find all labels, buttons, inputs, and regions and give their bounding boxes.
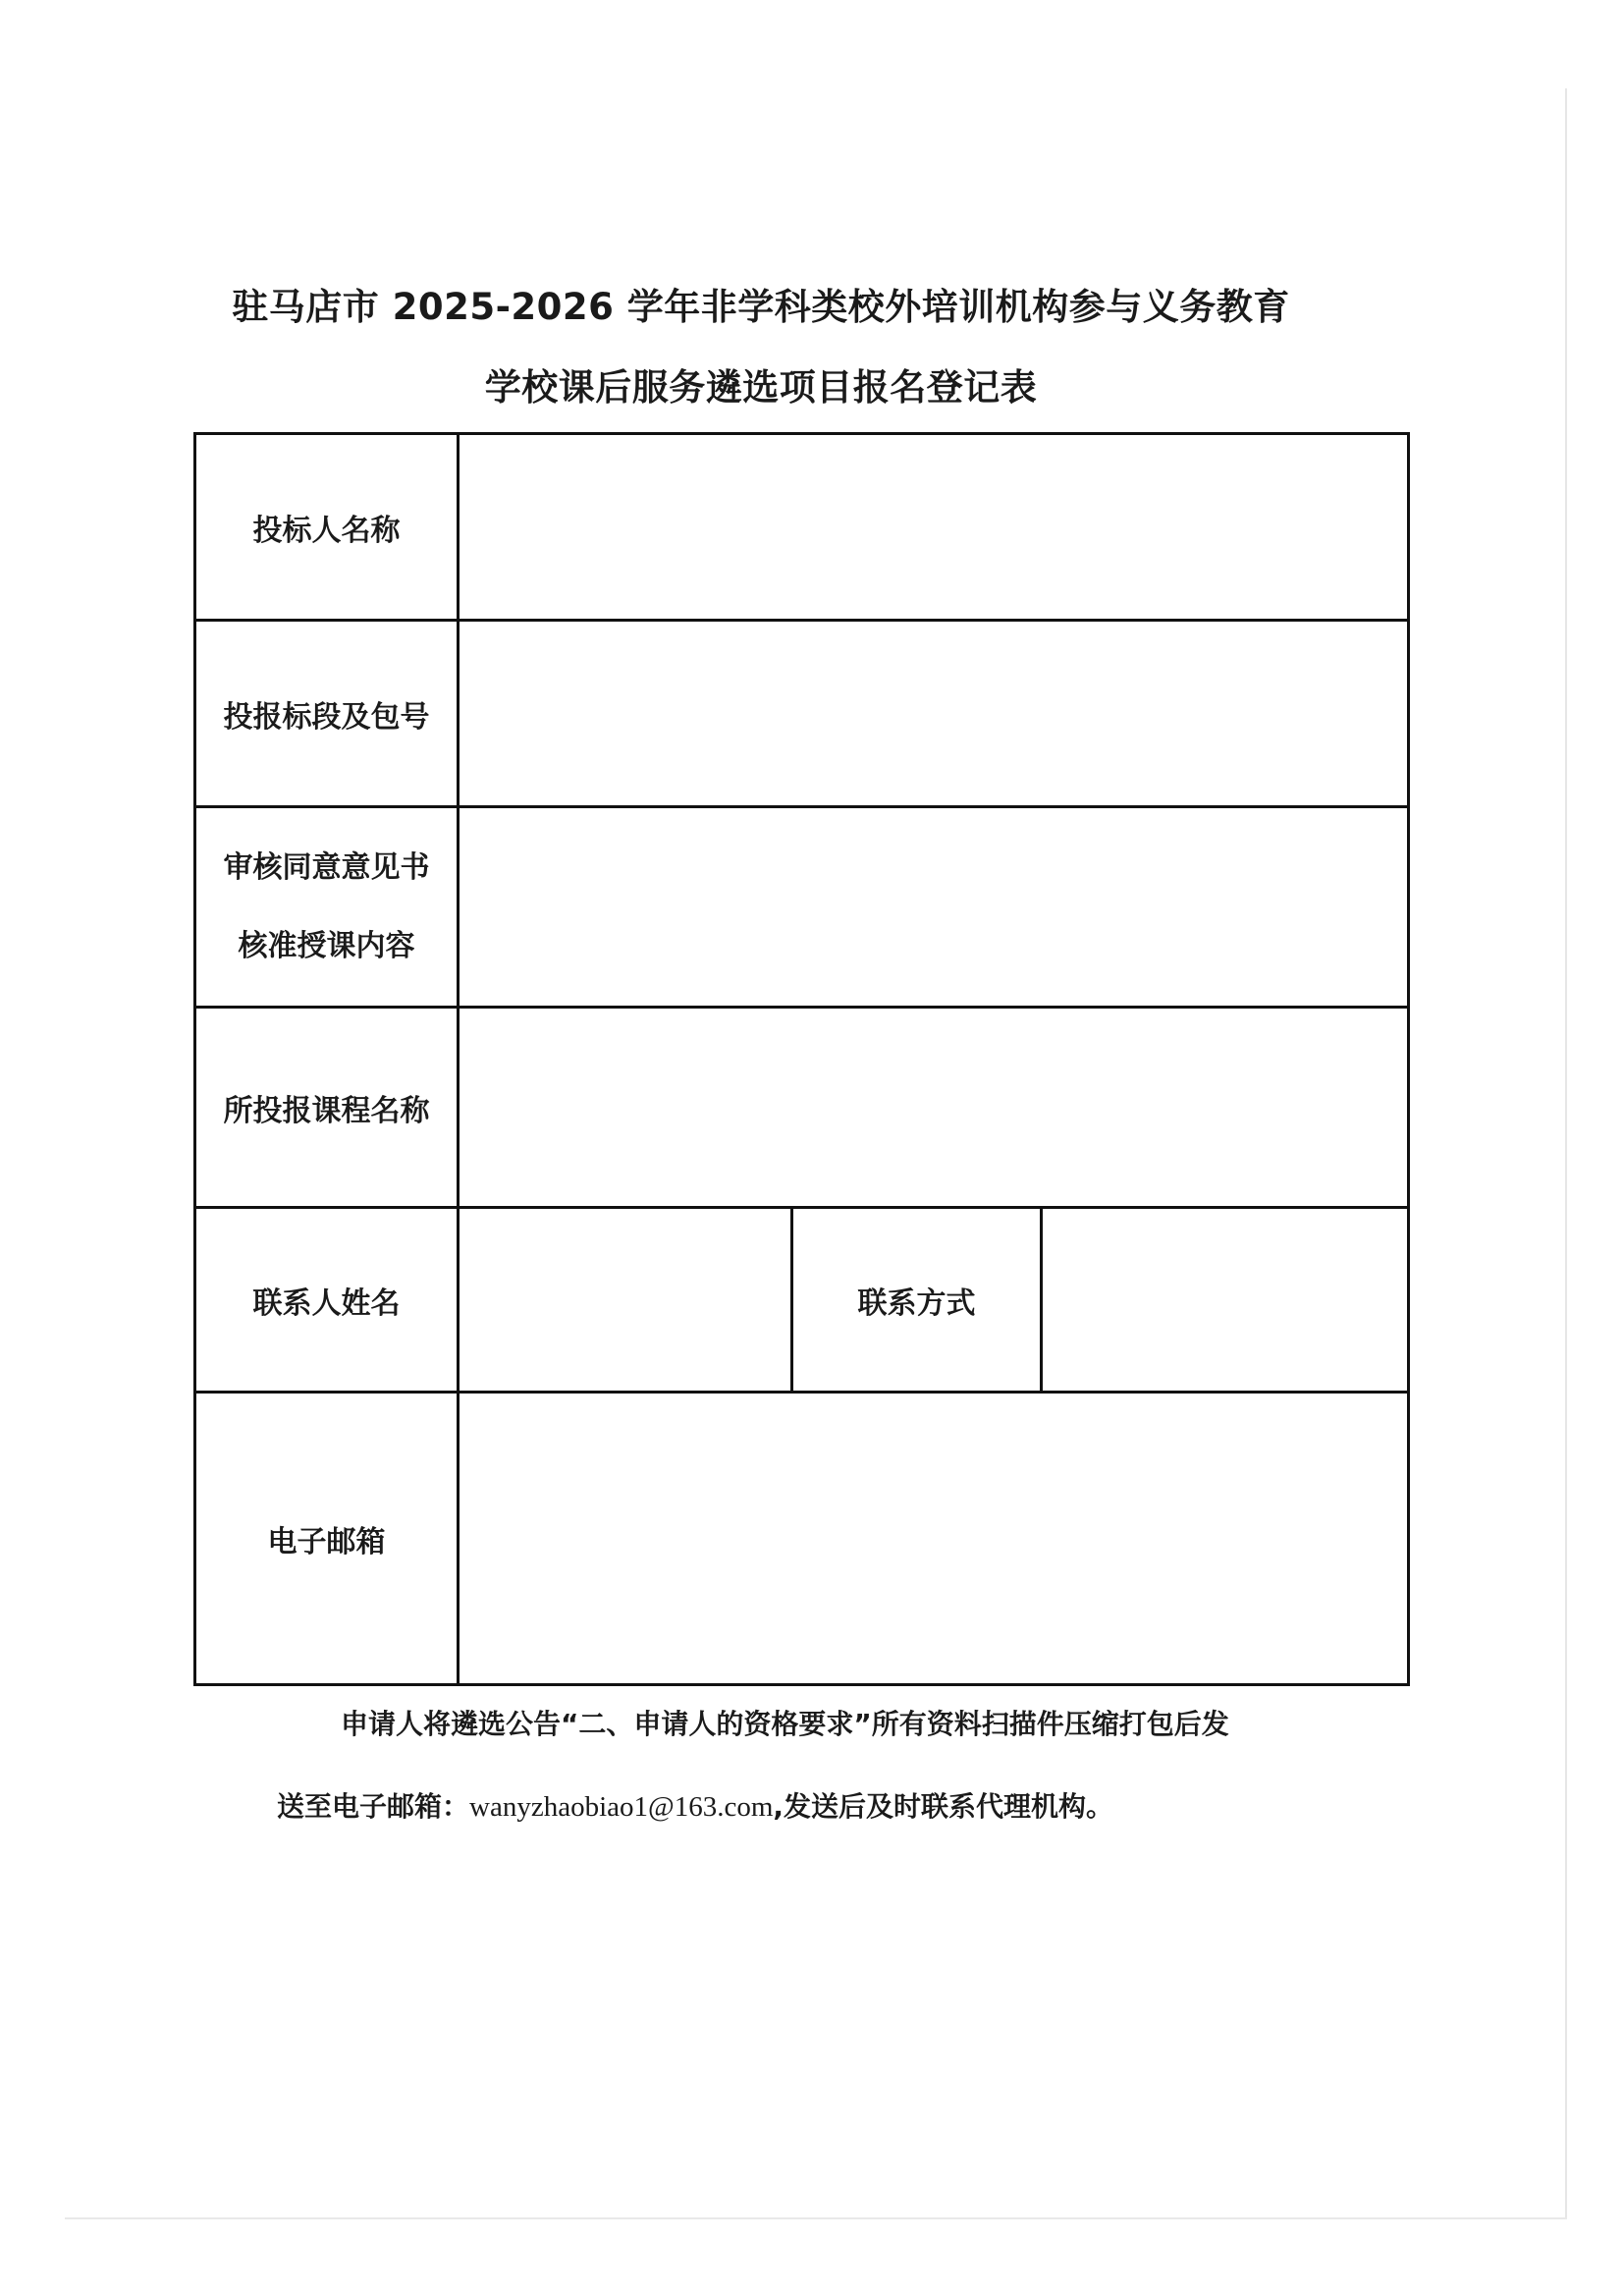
registration-form-table	[193, 432, 1410, 1686]
review-opinion-field[interactable]	[459, 807, 1409, 1008]
email-field[interactable]	[459, 1393, 1409, 1685]
contact-person-field[interactable]	[459, 1208, 792, 1393]
contact-method-field[interactable]	[1042, 1208, 1409, 1393]
bidder-name-label: 投标人名称	[195, 434, 459, 621]
table-row	[195, 1208, 1409, 1393]
review-opinion-label-line-1: 审核同意意见书	[223, 849, 430, 885]
footer-email-address: wanyzhaobiao1@163.com	[469, 1791, 774, 1823]
table-row	[195, 434, 1409, 621]
review-opinion-label	[195, 807, 459, 1008]
document-title-line-2: 学校课后服务遴选项目报名登记表	[484, 366, 1038, 409]
footer-note-line-2	[277, 1787, 1377, 1827]
page-edge	[1565, 88, 1567, 2219]
course-name-field[interactable]	[459, 1008, 1409, 1208]
bid-section-field[interactable]	[459, 621, 1409, 807]
table-row	[195, 621, 1409, 807]
document-title-line-1: 驻马店市 2025-2026 学年非学科类校外培训机构参与义务教育	[232, 286, 1290, 328]
page-edge	[65, 2217, 1567, 2219]
table-row	[195, 807, 1409, 1008]
table-row	[195, 1008, 1409, 1208]
bidder-name-field[interactable]	[459, 434, 1409, 621]
table-row	[195, 1393, 1409, 1685]
footer-note-line-1: 申请人将遴选公告“二、申请人的资格要求”所有资料扫描件压缩打包后发	[341, 1708, 1229, 1740]
footer-email-prefix: 送至电子邮箱：	[277, 1790, 470, 1823]
review-opinion-label-line-2: 核准授课内容	[238, 928, 415, 963]
contact-person-label: 联系人姓名	[195, 1208, 459, 1393]
course-name-label: 所投报课程名称	[195, 1008, 459, 1208]
email-label: 电子邮箱	[195, 1393, 459, 1685]
contact-method-label: 联系方式	[792, 1208, 1042, 1393]
bid-section-label: 投报标段及包号	[195, 621, 459, 807]
footer-email-suffix: ,发送后及时联系代理机构。	[773, 1790, 1114, 1823]
